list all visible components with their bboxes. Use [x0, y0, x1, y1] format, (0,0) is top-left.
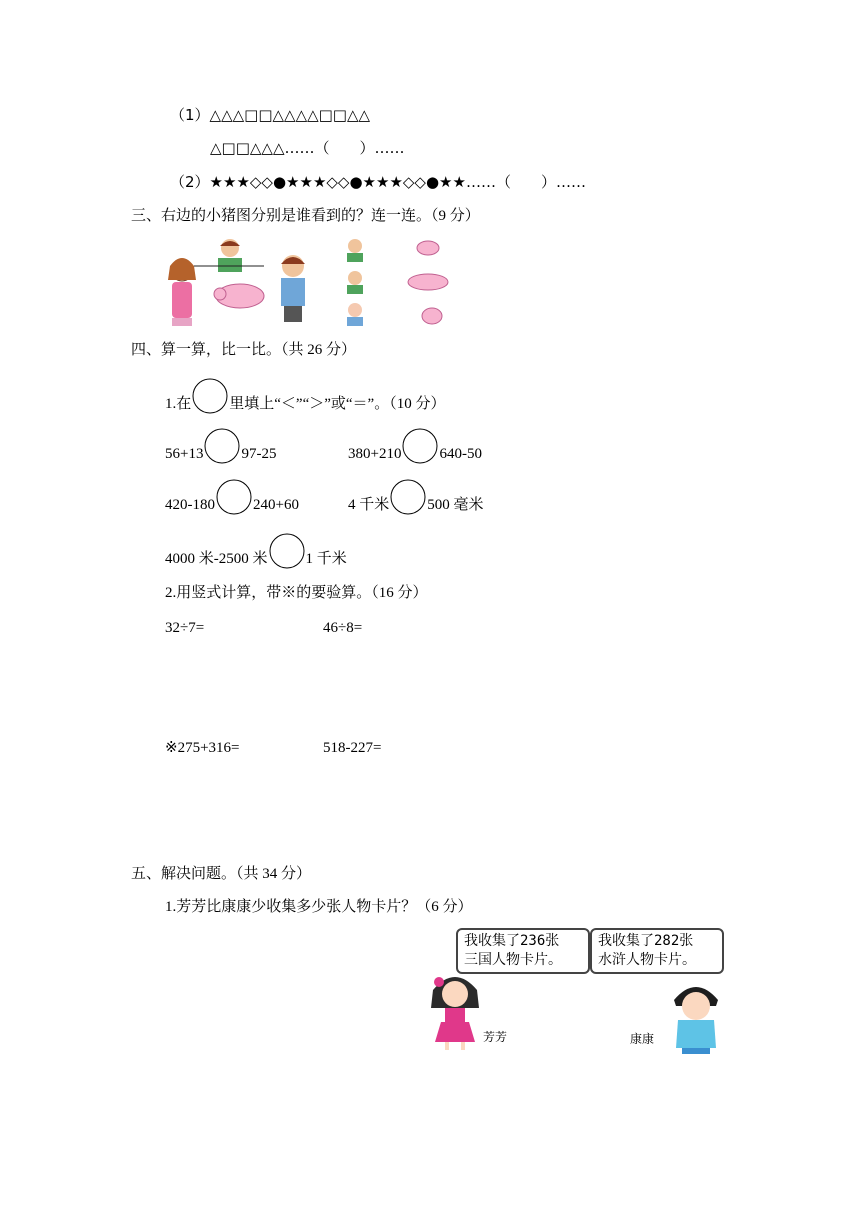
compare-item-4	[348, 479, 484, 515]
pig-side-icon	[214, 284, 264, 308]
pattern-1-line-1: （1）△△△□□△△△△□□△△	[170, 106, 371, 124]
item-left: 420-180	[165, 497, 215, 513]
section-5-title: 五、解决问题。（共 34 分）	[131, 866, 312, 882]
calc-item-3: ※275+316=	[165, 740, 240, 756]
pattern-2: （2）★★★◇◇●★★★◇◇●★★★◇◇●★★……（ ）……	[170, 173, 586, 191]
calc-item-2: 46÷8=	[323, 620, 363, 636]
compare-item-2	[348, 428, 482, 464]
compare-circle[interactable]	[402, 428, 438, 464]
small-children-column	[347, 239, 363, 326]
girl-fangfang-icon	[425, 970, 485, 1052]
calc-item-4: 518-227=	[323, 740, 382, 756]
section-5-q1: 1.芳芳比康康少收集多少张人物卡片？（6 分）	[165, 899, 473, 915]
compare-circle[interactable]	[192, 378, 228, 414]
section-3-title: 三、右边的小猪图分别是谁看到的？连一连。（9 分）	[131, 208, 480, 224]
item-right: 500 毫米	[427, 497, 484, 513]
item-left: 380+210	[348, 446, 402, 462]
name-kangkang: 康康	[630, 1032, 655, 1046]
pig-viewers-illustration	[160, 236, 460, 332]
calc-item-1: 32÷7=	[165, 620, 205, 636]
boy-top-figure-icon	[218, 239, 242, 272]
item-left: 4 千米	[348, 497, 390, 513]
speech-bubble-right	[590, 928, 724, 974]
q1-prefix: 1.在	[165, 396, 192, 412]
speech-bubble-left	[456, 928, 590, 974]
compare-circle[interactable]	[390, 479, 426, 515]
pig-views-column	[408, 241, 448, 324]
pattern-1-line-2: △□□△△△……（ ）……	[210, 139, 405, 157]
item-right: 240+60	[253, 497, 299, 513]
compare-circle[interactable]	[216, 479, 252, 515]
compare-circle[interactable]	[204, 428, 240, 464]
section-4-title: 四、算一算，比一比。（共 26 分）	[131, 342, 357, 358]
compare-item-3	[165, 479, 299, 515]
item-left: 4000 米-2500 米	[165, 551, 268, 567]
bubble-line: 我收集了236张	[464, 933, 560, 949]
item-left: 56+13	[165, 446, 204, 462]
q1-instruction	[165, 378, 445, 414]
bubble-line: 三国人物卡片。	[464, 952, 562, 968]
q1-suffix: 里填上“＜”“＞”或“＝”。（10 分）	[229, 396, 446, 412]
boy-kangkang-icon	[668, 978, 724, 1056]
girl-figure-icon	[168, 258, 196, 326]
compare-item-5	[165, 533, 347, 569]
bubble-line: 我收集了282张	[598, 933, 694, 949]
item-right: 1 千米	[305, 551, 347, 567]
boy-right-figure-icon	[281, 255, 305, 322]
compare-item-1	[165, 428, 276, 464]
item-right: 97-25	[241, 446, 277, 462]
name-fangfang: 芳芳	[483, 1030, 508, 1044]
q2-title: 2.用竖式计算，带※的要验算。（16 分）	[165, 585, 428, 601]
compare-circle[interactable]	[269, 533, 305, 569]
item-right: 640-50	[439, 446, 482, 462]
bubble-line: 水浒人物卡片。	[598, 952, 696, 968]
